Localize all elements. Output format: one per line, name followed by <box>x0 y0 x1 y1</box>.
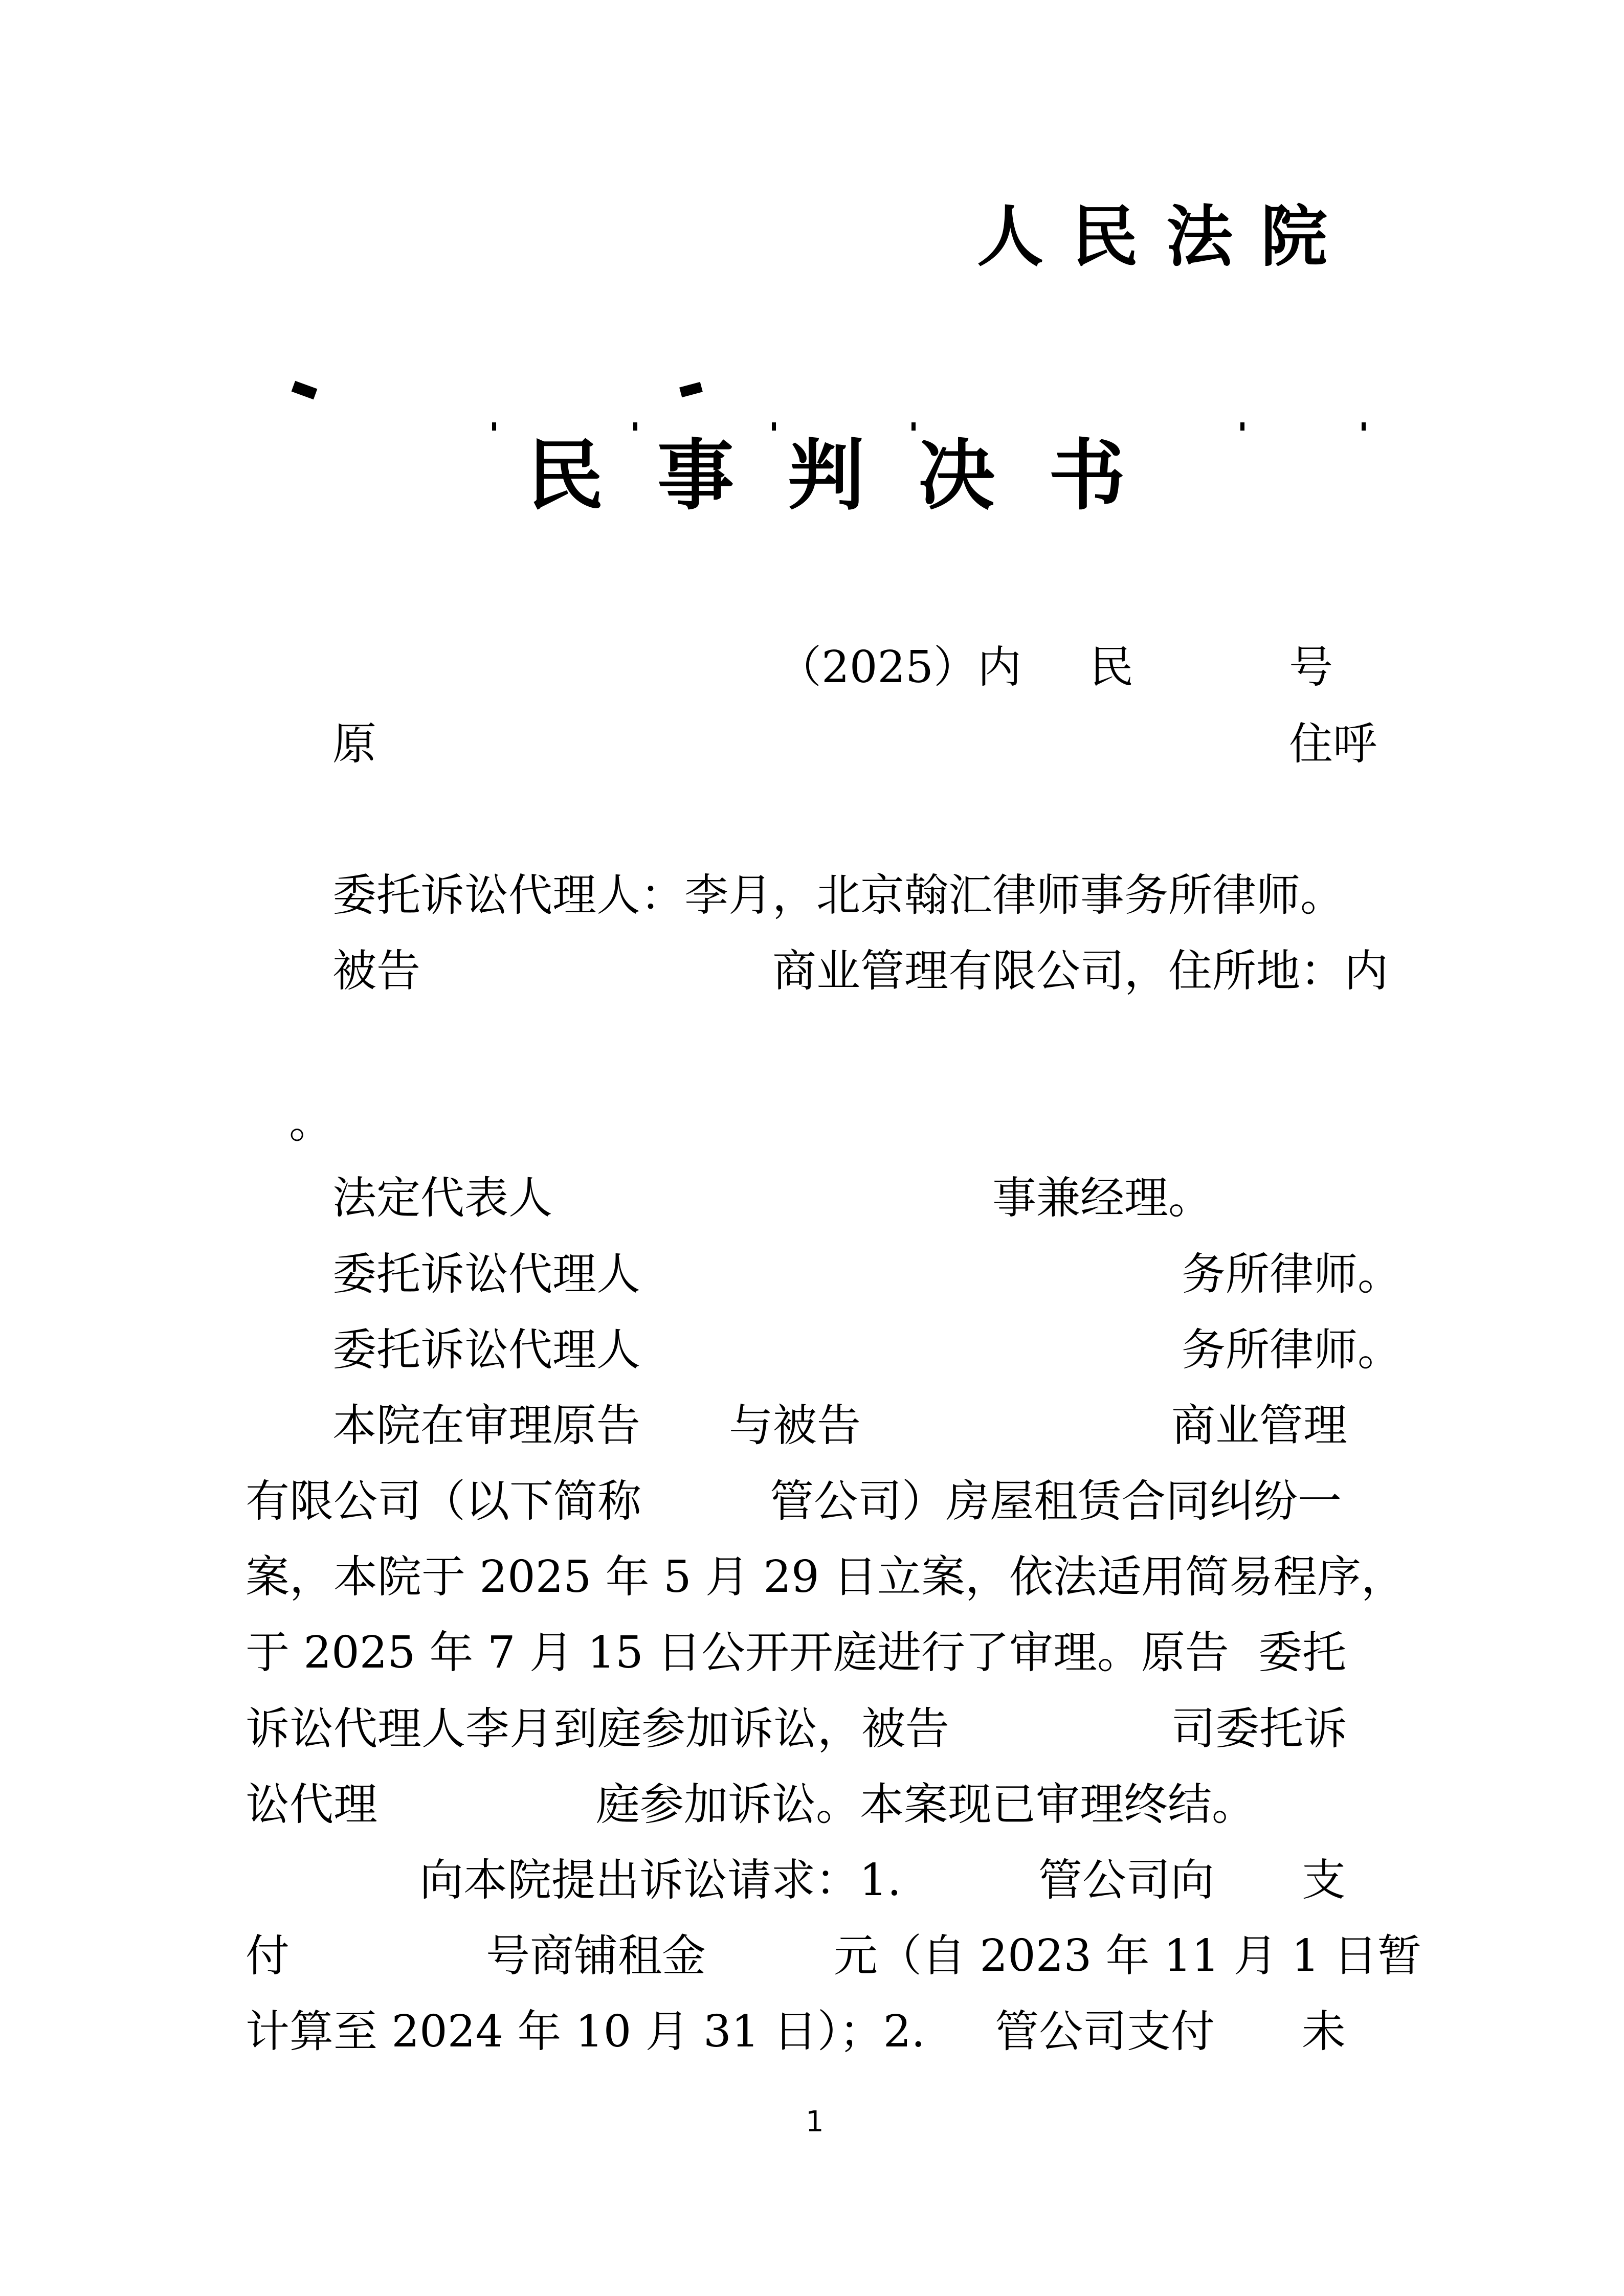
body-line-9c: 未 <box>1302 2006 1346 2057</box>
body-line-5a: 诉讼代理人李月到庭参加诉讼，被告 <box>246 1703 949 1754</box>
body-line-7a: 向本院提出诉讼请求：1. <box>419 1855 902 1906</box>
body-line-4a: 于 2025 年 7 月 15 日公开开庭进行了审理。原告 <box>246 1627 1230 1678</box>
body-line-3: 案，本院于 2025 年 5 月 29 日立案，依法适用简易程序， <box>246 1551 1406 1603</box>
body-line-1b: 与被告 <box>729 1400 861 1451</box>
case-number-civil: 民 <box>1089 642 1133 693</box>
defendant-label: 被告 <box>332 946 420 997</box>
body-line-9b: 管公司支付 <box>995 2006 1215 2057</box>
body-line-5b: 司委托诉 <box>1171 1703 1347 1754</box>
body-line-6a: 讼代理 <box>246 1779 377 1830</box>
legal-rep-tail: 事兼经理。 <box>992 1173 1212 1224</box>
body-line-2a: 有限公司（以下简称 <box>246 1476 641 1527</box>
defendant-name: 商业管理有限公司，住所地：内 <box>772 946 1388 997</box>
defendant-agent-2-tail: 务所律师。 <box>1182 1324 1401 1376</box>
body-line-7c: 支 <box>1302 1855 1346 1906</box>
body-line-7b: 管公司向 <box>1038 1855 1214 1906</box>
defendant-agent-1-tail: 务所律师。 <box>1182 1249 1401 1300</box>
defendant-agent-1-label: 委托诉讼代理人 <box>332 1249 640 1300</box>
case-number-hao: 号 <box>1289 642 1333 693</box>
body-line-1c: 商业管理 <box>1171 1400 1347 1451</box>
defendant-agent-2-label: 委托诉讼代理人 <box>332 1324 640 1376</box>
plaintiff-address: 住呼 <box>1289 718 1377 770</box>
stray-period: 。 <box>289 1097 333 1148</box>
legal-rep-label: 法定代表人 <box>332 1173 552 1224</box>
body-line-8c: 元（自 2023 年 11 月 1 日暂 <box>834 1930 1422 1982</box>
body-line-1a: 本院在审理原告 <box>332 1400 640 1451</box>
body-line-2b: 管公司）房屋租赁合同纠纷一 <box>770 1476 1342 1527</box>
body-line-8b: 号商铺租金 <box>486 1930 706 1982</box>
case-number-year: （2025）内 <box>777 642 1021 693</box>
body-line-9a: 计算至 2024 年 10 月 31 日）；2. <box>246 2006 925 2057</box>
body-line-4b: 委托 <box>1258 1627 1346 1678</box>
court-name: 人民法院 <box>977 197 1356 276</box>
body-line-6b: 庭参加诉讼。本案现已审理终结。 <box>596 1779 1256 1830</box>
plaintiff-label: 原 <box>332 718 376 770</box>
plaintiff-agent: 委托诉讼代理人：李月，北京翰汇律师事务所律师。 <box>332 870 1344 921</box>
page-number: 1 <box>806 2105 824 2139</box>
body-line-8a: 付 <box>246 1930 290 1982</box>
document-title: 民事判决书 <box>527 431 1180 521</box>
